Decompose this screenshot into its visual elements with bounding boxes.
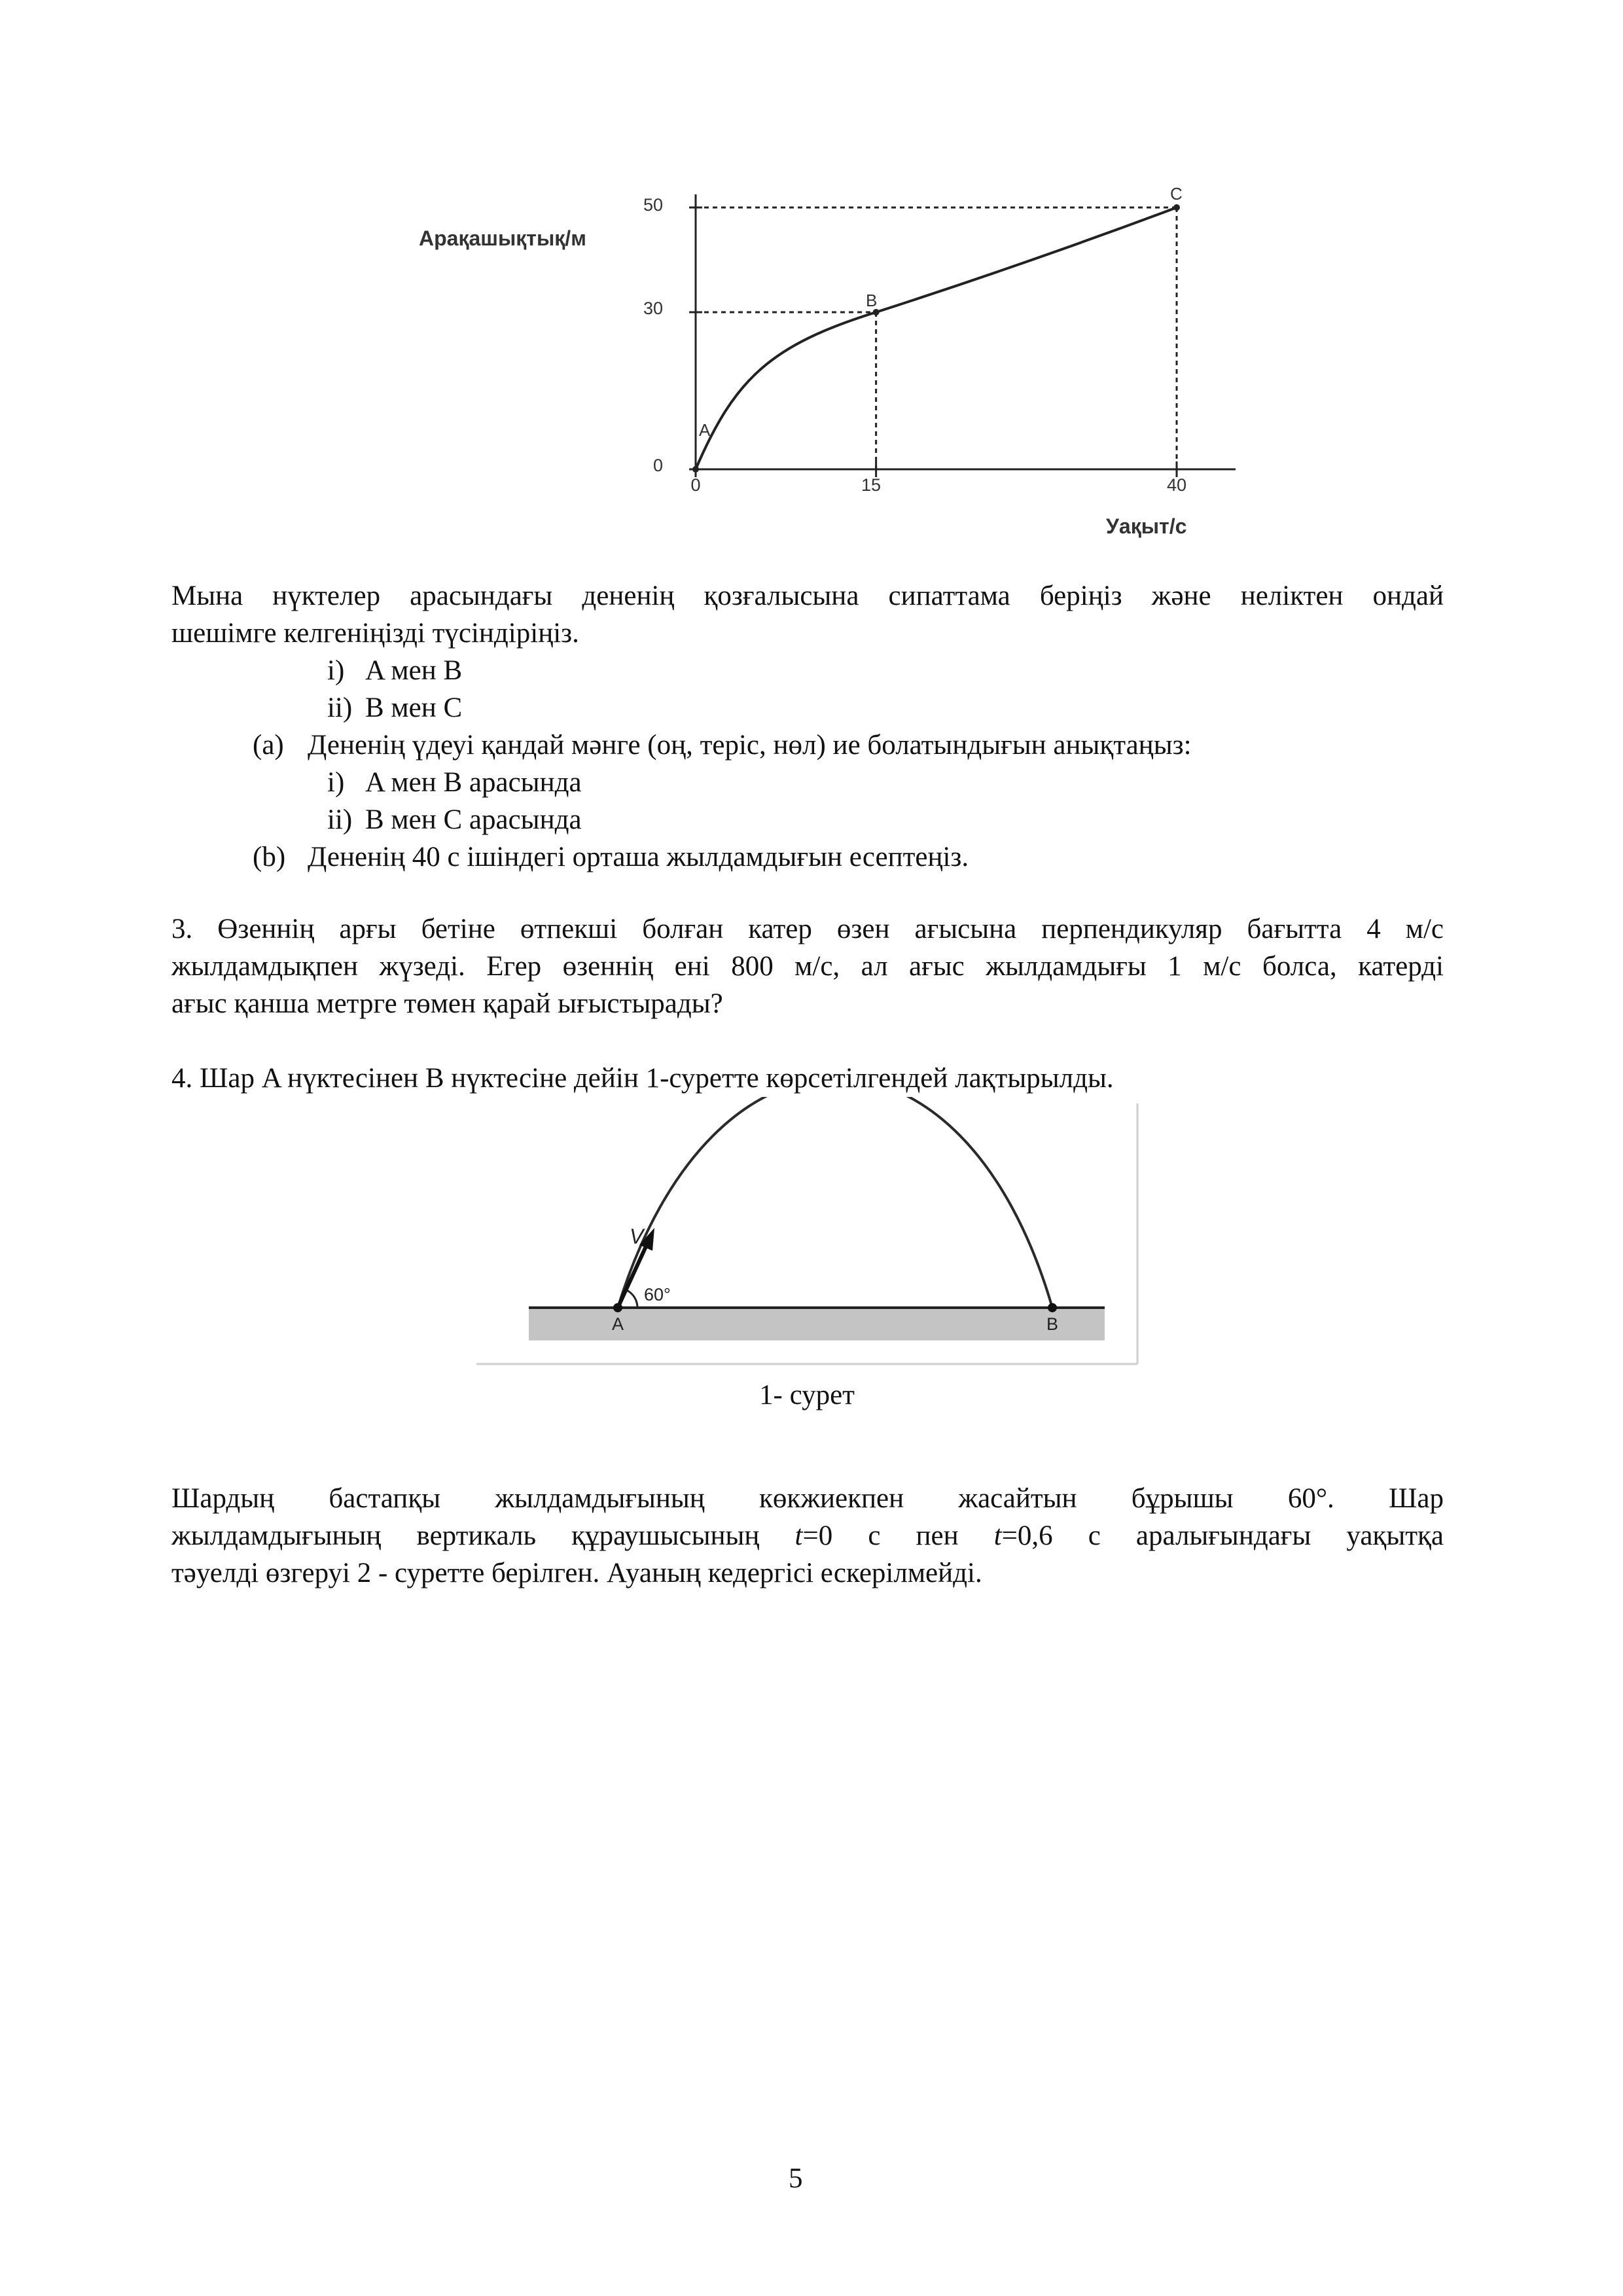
figure1-caption: 1- сурет <box>759 1380 855 1410</box>
point-c <box>1173 204 1180 211</box>
line2-t2: t <box>993 1520 1002 1551</box>
x-tick-label-0: 0 <box>690 475 701 495</box>
paragraph-line1 <box>171 1480 1444 1517</box>
q3-line1: 3. Өзеннің арғы бетіне өтпекші болған катер өзен ағысына перпендикуляр бағытта 4 м/с <box>171 914 1444 944</box>
q2a-item-i-text: A мен B арасында <box>365 767 582 798</box>
q2-intro-line1: Мына нүктелер арасындағы дененің қозғалысына сипаттама беріңіз және неліктен ондай <box>171 581 1444 611</box>
word: жылдамдығының <box>495 1483 705 1514</box>
q2-item-ii-num: ii) <box>327 692 353 723</box>
trajectory <box>618 1097 1052 1308</box>
q2-item-i-text: A мен B <box>365 655 463 686</box>
line2-mid: =0 с пен <box>802 1520 994 1551</box>
y-tick-label-50: 50 <box>643 195 663 215</box>
x-tick-label-15: 15 <box>861 475 882 495</box>
point-b-dot <box>1048 1303 1057 1312</box>
point-a-label: A <box>699 420 711 440</box>
point-a-label-fig: A <box>611 1314 624 1334</box>
projectile-svg <box>476 1097 1144 1372</box>
projectile-figure <box>476 1097 1144 1372</box>
q2b-text: Дененің 40 с ішіндегі орташа жылдамдығын есептеңіз. <box>308 842 969 872</box>
line2-t1: t <box>794 1520 803 1551</box>
paragraph-line3: тәуелді өзгеруі 2 - суретте берілген. Ауаның кедергісі ескерілмейді. <box>171 1558 982 1588</box>
graph-layer <box>689 194 1236 477</box>
q2b-label: (b) <box>253 842 286 872</box>
q2a-item-ii-num: ii) <box>327 804 353 835</box>
line2-post: =0,6 с аралығындағы уақытқа <box>1001 1520 1444 1551</box>
word: бұрышы <box>1131 1483 1234 1514</box>
angle-arc <box>628 1291 637 1308</box>
word: Шардың <box>171 1483 275 1514</box>
point-b-label-fig: B <box>1046 1314 1059 1334</box>
curve-b-c <box>876 207 1177 312</box>
point-a-dot <box>613 1303 622 1312</box>
q2a-label: (a) <box>253 730 284 761</box>
word: 60°. <box>1287 1483 1334 1514</box>
word: бастапқы <box>329 1483 441 1514</box>
point-c-label: C <box>1170 184 1183 204</box>
q3-line3: ағыс қанша метрге төмен қарай ығыстырады? <box>171 988 723 1019</box>
x-tick-label-40: 40 <box>1166 475 1187 495</box>
q2-item-ii-text: B мен C <box>365 692 463 723</box>
velocity-label: V <box>630 1225 644 1248</box>
q4-line1: 4. Шар A нүктесінен B нүктесіне дейін 1-суретте көрсетілгендей лақтырылды. <box>171 1063 1114 1094</box>
y-tick-label-30: 30 <box>643 298 663 318</box>
q2a-text: Дененің үдеуі қандай мәнге (оң, теріс, нөл) ие болатындығын анықтаңыз: <box>308 730 1192 761</box>
word: жасайтын <box>958 1483 1077 1514</box>
point-b-label: B <box>866 291 878 310</box>
q2a-item-i-num: i) <box>327 767 345 798</box>
word: көкжиекпен <box>759 1483 904 1514</box>
line2-pre: жылдамдығының вертикаль құраушысының <box>171 1520 795 1551</box>
q2-intro-line2: шешімге келгеніңізді түсіндіріңіз. <box>171 618 579 649</box>
curve-a-b <box>696 312 876 469</box>
word: Шар <box>1389 1483 1444 1514</box>
q2-item-i-num: i) <box>327 655 345 686</box>
graph-xlabel: Уақыт/с <box>1106 514 1187 538</box>
y-tick-label-0: 0 <box>652 456 663 475</box>
paragraph-line2 <box>171 1517 1444 1554</box>
distance-time-graph <box>406 177 1257 556</box>
q2a-item-ii-text: B мен C арасында <box>365 804 582 835</box>
point-a <box>692 466 699 473</box>
graph-svg <box>406 177 1257 556</box>
graph-ylabel: Арақашықтық/м <box>419 226 586 250</box>
angle-label: 60° <box>644 1285 671 1304</box>
q3-line2: жылдамдықпен жүзеді. Егер өзеннің ені 800 м/с, ал ағыс жылдамдығы 1 м/с болса, катерді <box>171 951 1444 982</box>
page-number: 5 <box>789 2163 803 2194</box>
